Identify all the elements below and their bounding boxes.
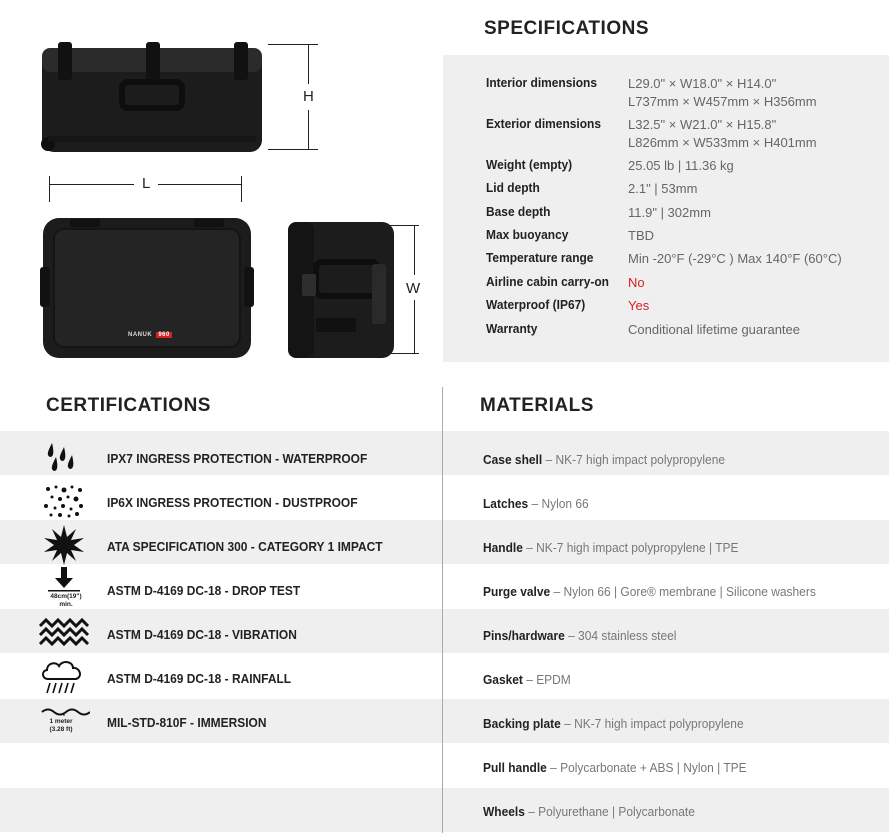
- spec-value: 2.1" | 53mm: [628, 181, 698, 196]
- drop-caption-min: min.: [59, 601, 73, 608]
- material-item: Latches – Nylon 66: [483, 496, 589, 511]
- material-item: Case shell – NK-7 high impact polypropylene: [483, 452, 726, 467]
- case-front-view: [38, 40, 268, 160]
- model-badge: 960: [158, 332, 170, 338]
- brand-name: NANUK: [128, 332, 153, 338]
- material-item: Gasket – EPDM: [483, 672, 571, 687]
- spec-label: Lid depth: [486, 180, 540, 195]
- height-dim-top: [268, 44, 318, 45]
- material-item: Pull handle – Polycarbonate + ABS | Nylon | TPE: [483, 760, 747, 775]
- cert-label: ATA SPECIFICATION 300 - CATEGORY 1 IMPACT: [107, 539, 383, 554]
- case-side-view: [286, 218, 398, 362]
- cert-label: ASTM D-4169 DC-18 - DROP TEST: [107, 583, 301, 598]
- spec-value: No: [628, 275, 645, 290]
- material-item: Backing plate – NK-7 high impact polypropylene: [483, 716, 744, 731]
- length-label: L: [142, 175, 151, 192]
- vibration-icon: [38, 613, 90, 653]
- spec-label: Airline cabin carry-on: [486, 274, 609, 289]
- case-top-view: [40, 215, 255, 360]
- length-dim-left: [49, 176, 50, 202]
- drop-arrow-icon: [38, 566, 90, 606]
- dust-icon: [38, 481, 90, 521]
- cert-label: IP6X INGRESS PROTECTION - DUSTPROOF: [107, 495, 358, 510]
- height-dim-line: [308, 44, 309, 84]
- spec-value: L32.5" × W21.0" × H15.8" L826mm × W533mm × H401mm: [628, 117, 817, 150]
- spec-label: Base depth: [486, 204, 551, 219]
- immersion-caption: 1 meter: [49, 718, 73, 725]
- cert-label: IPX7 INGRESS PROTECTION - WATERPROOF: [107, 451, 368, 466]
- column-divider: [442, 387, 443, 833]
- spec-value: Min -20°F (-29°C ) Max 140°F (60°C): [628, 251, 842, 266]
- spec-label: Exterior dimensions: [486, 116, 601, 131]
- certifications-title: CERTIFICATIONS: [46, 395, 211, 416]
- spec-value: L29.0" × W18.0" × H14.0" L737mm × W457mm × H356mm: [628, 76, 817, 109]
- spec-value: TBD: [628, 228, 654, 243]
- height-dim-bottom: [268, 149, 318, 150]
- spec-label: Warranty: [486, 321, 538, 336]
- cert-label: ASTM D-4169 DC-18 - RAINFALL: [107, 671, 292, 686]
- spec-value: Yes: [628, 298, 650, 313]
- rain-cloud-icon: [38, 657, 90, 697]
- spec-value: Conditional lifetime guarantee: [628, 322, 800, 337]
- specifications-title: SPECIFICATIONS: [484, 18, 649, 39]
- spec-value: 11.9" | 302mm: [628, 205, 711, 220]
- cert-label: MIL-STD-810F - IMMERSION: [107, 715, 267, 730]
- water-drops-icon: [38, 437, 90, 477]
- spec-label: Interior dimensions: [486, 75, 597, 90]
- materials-title: MATERIALS: [480, 395, 594, 416]
- immersion-caption-ft: (3.28 ft): [49, 726, 73, 733]
- brand-logo: [128, 332, 172, 338]
- spec-label: Temperature range: [486, 250, 594, 265]
- height-label: H: [303, 88, 314, 105]
- material-item: Purge valve – Nylon 66 | Gore® membrane | Silicone washers: [483, 584, 816, 599]
- length-dim-line-right: [158, 184, 241, 185]
- width-dim-line-lower: [414, 300, 415, 354]
- length-dim-right: [241, 176, 242, 202]
- impact-burst-icon: [38, 525, 90, 565]
- width-label: W: [406, 280, 421, 297]
- spec-label: Max buoyancy: [486, 227, 569, 242]
- spec-label: Waterproof (IP67): [486, 297, 586, 312]
- cert-label: ASTM D-4169 DC-18 - VIBRATION: [107, 627, 297, 642]
- band-9: [0, 788, 889, 832]
- spec-label: Weight (empty): [486, 157, 573, 172]
- spec-value: 25.05 lb | 11.36 kg: [628, 158, 734, 173]
- material-item: Wheels – Polyurethane | Polycarbonate: [483, 804, 695, 819]
- material-item: Handle – NK-7 high impact polypropylene | TPE: [483, 540, 739, 555]
- drop-caption: 48cm(19"): [50, 593, 82, 600]
- material-item: Pins/hardware – 304 stainless steel: [483, 628, 677, 643]
- width-dim-line: [414, 225, 415, 275]
- length-dim-line: [49, 184, 134, 185]
- height-dim-line-lower: [308, 110, 309, 150]
